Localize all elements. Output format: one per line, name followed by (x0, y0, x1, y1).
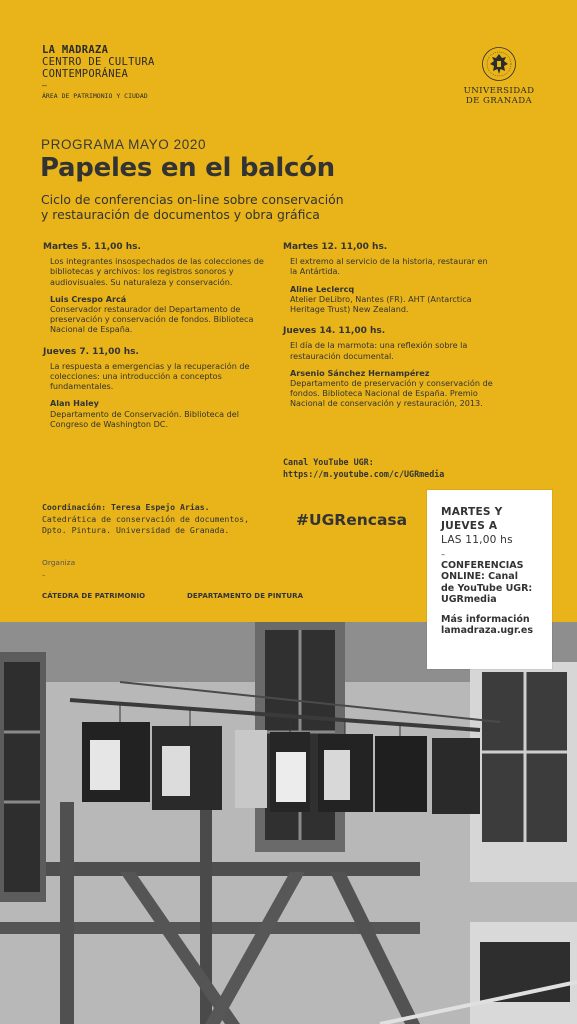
organizer-catedra: CÁTEDRA DE PATRIMONIO (42, 592, 146, 600)
speaker-name: Alan Haley (50, 398, 99, 409)
org-subtitle-line2: CONTEMPORÁNEA (42, 68, 129, 80)
university-logo (458, 46, 540, 106)
session-item (43, 347, 273, 429)
session-date: Martes 5. 11,00 hs. (43, 242, 141, 252)
university-seal-icon (481, 46, 517, 82)
session-item (43, 242, 273, 335)
coordination-role: Catedrática de conservación de documentos, (42, 513, 250, 524)
balcony-illustration (0, 622, 577, 1024)
session-speaker (290, 368, 493, 409)
org-subtitle-line1: CENTRO DE CULTURA (42, 56, 155, 68)
university-name-line1: UNIVERSIDAD (463, 86, 535, 96)
info-conferences-line4: UGRmedia (441, 594, 497, 606)
session-speaker (50, 398, 273, 429)
info-conferences-line1: CONFERENCIAS (441, 560, 524, 571)
session-speaker (50, 294, 273, 335)
info-schedule-line2: JUEVES A (441, 520, 498, 532)
info-more-link[interactable]: lamadraza.ugr.es (441, 625, 534, 637)
subtitle-line1: Ciclo de conferencias on-line sobre conservación (41, 192, 344, 207)
speaker-name: Aline Leclercq (290, 283, 355, 294)
subtitle (41, 192, 381, 222)
university-name-line2: DE GRANADA (465, 96, 533, 106)
page-title: Papeles en el balcón (40, 153, 335, 183)
youtube-channel (283, 456, 444, 480)
organizer-section (42, 558, 75, 579)
session-description: Los integrantes insospechados de las colecciones de bibliotecas y archivos: los registros sonoros y audiovisuales. Su naturaleza y conservación. (50, 256, 264, 287)
info-conferences-line3: de YouTube UGR: (441, 582, 533, 594)
youtube-channel-link[interactable]: https://m.youtube.com/c/UGRmedia (283, 469, 445, 479)
org-dash: – (42, 81, 48, 90)
speaker-affiliation: Departamento de preservación y conservación de fondos. Biblioteca Nacional de España. Premio Nacional de conservación y restauración, 2013. (290, 378, 493, 409)
organizer-departamento: DEPARTAMENTO DE PINTURA (187, 592, 304, 600)
session-date: Jueves 14. 11,00 hs. (283, 326, 386, 337)
session-item (283, 242, 493, 314)
session-speaker (290, 284, 493, 315)
session-item (283, 326, 493, 408)
organizer-dash: – (42, 571, 46, 579)
hashtag: #UGRencasa (296, 511, 408, 529)
coordination (42, 502, 249, 537)
session-date: Jueves 7. 11,00 hs. (43, 346, 139, 357)
info-conferences-line2: ONLINE: Canal (441, 571, 518, 583)
coordination-department: Dpto. Pintura. Universidad de Granada. (42, 525, 230, 535)
info-dash: – (441, 550, 445, 559)
session-description: El día de la marmota: una reflexión sobre la restauración documental. (290, 340, 468, 361)
subtitle-line2: y restauración de documentos y obra gráfica (41, 207, 320, 222)
program-label: PROGRAMA MAYO 2020 (41, 137, 207, 152)
org-name: LA MADRAZA (42, 44, 109, 56)
info-schedule-line1: MARTES Y (441, 506, 503, 518)
sessions-left-column (43, 242, 273, 441)
speaker-affiliation: Conservador restaurador del Departamento de preservación y conservación de fondos. Biblioteca Nacional de España. (50, 304, 254, 335)
session-description: La respuesta a emergencias y la recuperación de colecciones: una introducción a conceptos fundamentales. (50, 360, 250, 392)
coordination-name: Coordinación: Teresa Espejo Arias. (42, 502, 210, 512)
session-description: El extremo al servicio de la historia, restaurar en la Antártida. (290, 256, 488, 277)
org-header (42, 44, 155, 100)
balcony-photo (0, 622, 577, 1024)
info-schedule-line3: LAS 11,00 hs (441, 534, 513, 546)
youtube-channel-label: Canal YouTube UGR: (283, 457, 374, 467)
organizer-label: Organiza (42, 558, 76, 567)
sessions-right-column (283, 242, 493, 421)
speaker-affiliation: Departamento de Conservación. Biblioteca del Congreso de Washington DC. (50, 408, 239, 429)
info-box (427, 490, 552, 669)
speaker-name: Arsenio Sánchez Hernampérez (290, 367, 430, 378)
info-more-line1: Más información (441, 613, 530, 625)
speaker-affiliation: Atelier DeLibro, Nantes (FR). AHT (Antarctica Heritage Trust) New Zealand. (290, 293, 472, 315)
session-date: Martes 12. 11,00 hs. (283, 242, 388, 252)
speaker-name: Luis Crespo Arcá (50, 293, 127, 304)
org-area: ÁREA DE PATRIMONIO Y CIUDAD (42, 92, 148, 100)
